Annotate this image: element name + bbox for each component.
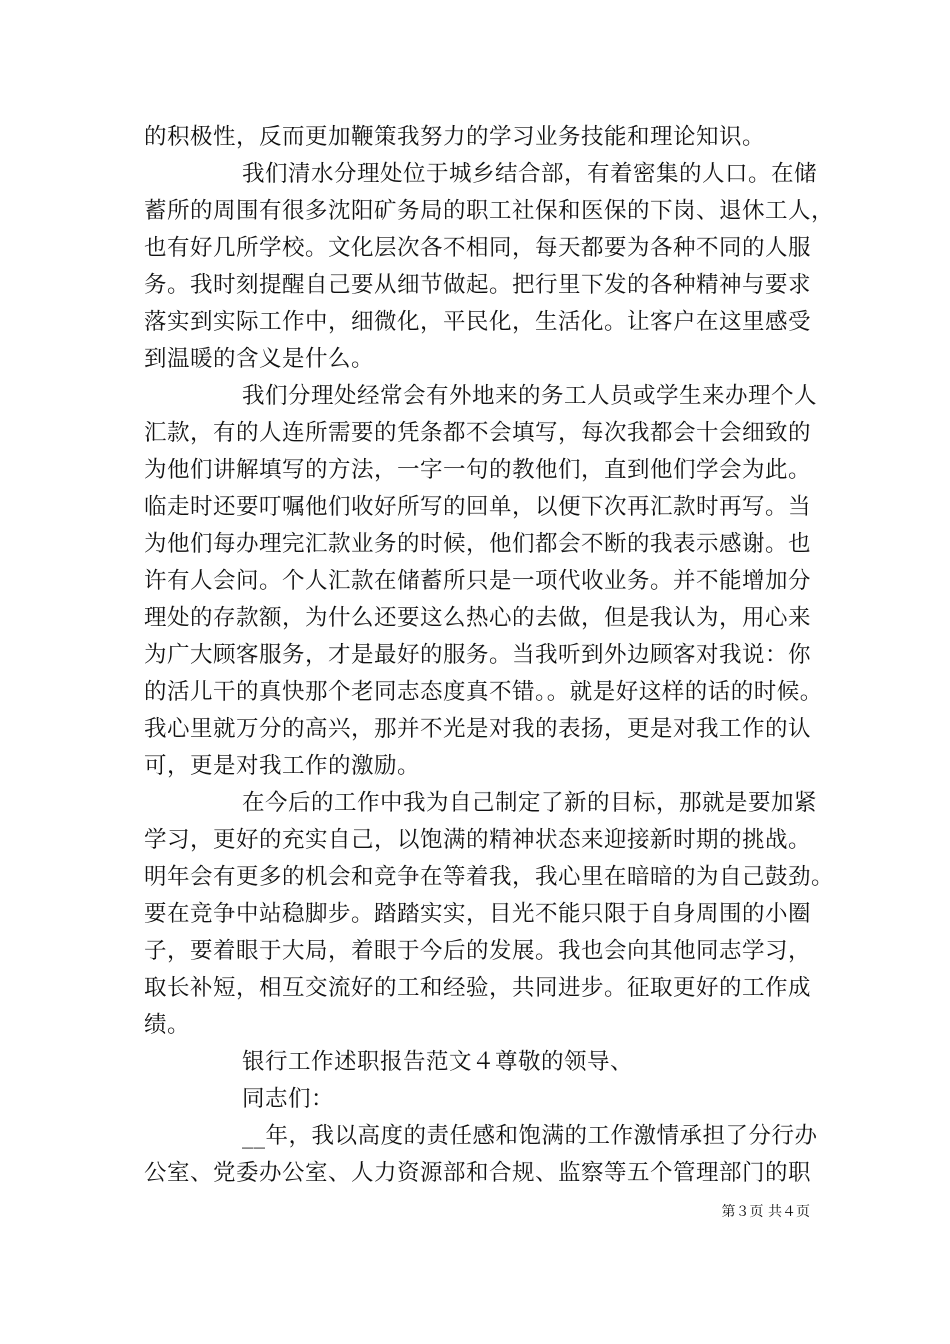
text-line: 明年会有更多的机会和竞争在等着我，我心里在暗暗的为自己鼓劲。: [144, 864, 835, 890]
text-line: 务。我时刻提醒自己要从细节做起。把行里下发的各种精神与要求: [144, 272, 812, 298]
text-line: 理处的存款额，为什么还要这么热心的去做，但是我认为，用心来: [144, 605, 812, 631]
text-line: 公室、党委办公室、人力资源部和合规、监察等五个管理部门的职: [144, 1160, 812, 1186]
paragraph-start-line: 在今后的工作中我为自己制定了新的目标，那就是要加紧: [242, 790, 818, 816]
text-line: 到温暖的含义是什么。: [144, 346, 375, 372]
text-line: 子，要着眼于大局，着眼于今后的发展。我也会向其他同志学习，: [144, 938, 812, 964]
text-line: 汇款，有的人连所需要的凭条都不会填写，每次我都会十会细致的: [144, 420, 812, 446]
text-line: 为广大顾客服务，才是最好的服务。当我听到外边顾客对我说：你: [144, 642, 812, 668]
text-line: 许有人会问。个人汇款在储蓄所只是一项代收业务。并不能增加分: [144, 568, 812, 594]
section-heading-line: 银行工作述职报告范文４尊敬的领导、: [242, 1049, 634, 1075]
salutation-line: 同志们：: [242, 1086, 335, 1112]
text-line: 临走时还要叮嘱他们收好所写的回单，以便下次再汇款时再写。当: [144, 494, 812, 520]
text-line: 蓄所的周围有很多沈阳矿务局的职工社保和医保的下岗、退休工人，: [144, 198, 835, 224]
text-line: 也有好几所学校。文化层次各不相同，每天都要为各种不同的人服: [144, 235, 812, 261]
text-line: 为他们每办理完汇款业务的时候，他们都会不断的我表示感谢。也: [144, 531, 812, 557]
text-line: 取长补短，相互交流好的工和经验，共同进步。征取更好的工作成: [144, 975, 812, 1001]
text-line: 的活儿干的真快那个老同志态度真不错。。就是好这样的话的时候。: [144, 679, 823, 705]
paragraph-start-line: __年，我以高度的责任感和饱满的工作激情承担了分行办: [242, 1123, 818, 1149]
text-line: 落实到实际工作中，细微化，平民化，生活化。让客户在这里感受: [144, 309, 812, 335]
text-line: 要在竞争中站稳脚步。踏踏实实，目光不能只限于自身周围的小圈: [144, 901, 812, 927]
text-line: 为他们讲解填写的方法，一字一句的教他们，直到他们学会为此。: [144, 457, 812, 483]
text-line: 绩。: [144, 1012, 191, 1038]
page-number-footer: 第３页 共４页: [721, 1204, 810, 1220]
text-line: 的积极性，反而更加鞭策我努力的学习业务技能和理论知识。: [144, 124, 766, 150]
text-line: 学习，更好的充实自己，以饱满的精神状态来迎接新时期的挑战。: [144, 827, 812, 853]
text-line: 可，更是对我工作的激励。: [144, 753, 421, 779]
text-line: 我心里就万分的高兴，那并不光是对我的表扬，更是对我工作的认: [144, 716, 812, 742]
paragraph-start-line: 我们分理处经常会有外地来的务工人员或学生来办理个人: [242, 383, 818, 409]
paragraph-start-line: 我们清水分理处位于城乡结合部，有着密集的人口。在储: [242, 161, 818, 187]
